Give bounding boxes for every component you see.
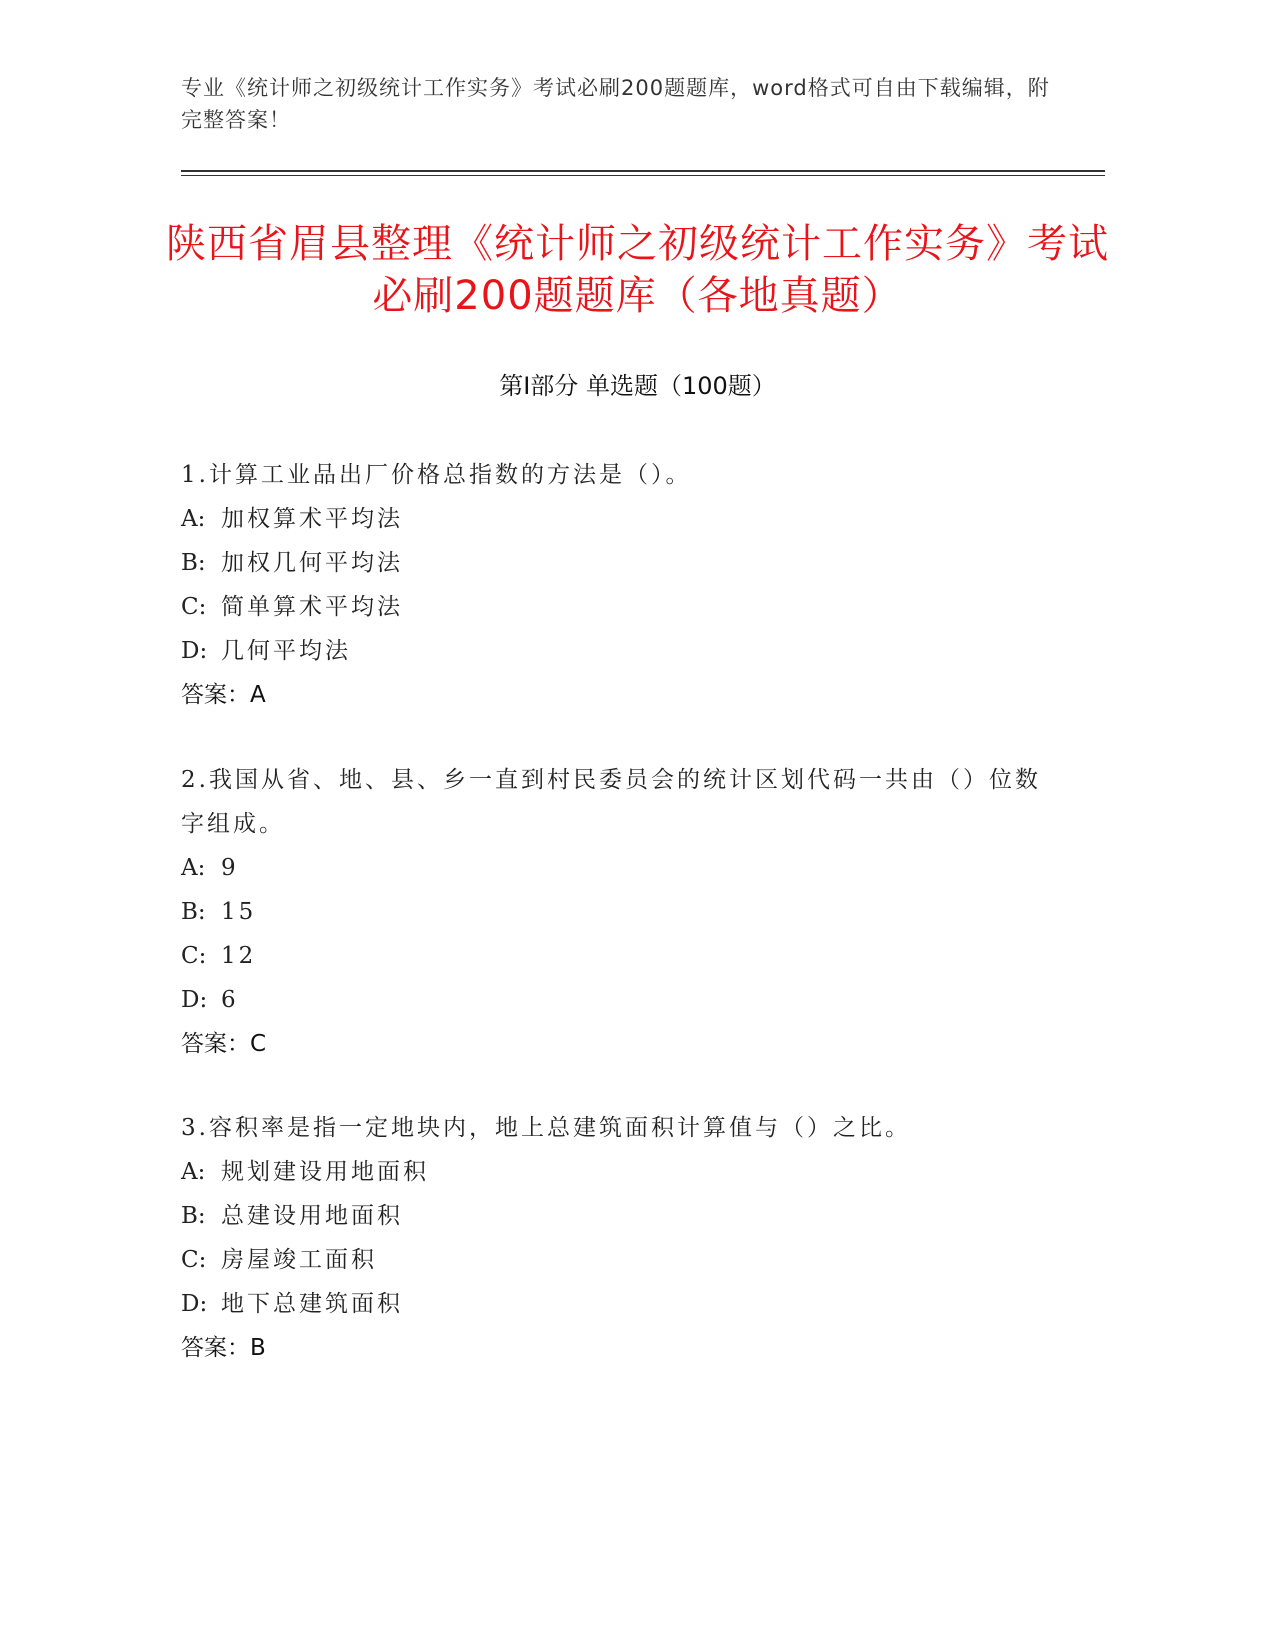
option-text: 加权算术平均法 xyxy=(221,506,403,532)
header-rule-thin xyxy=(181,175,1105,176)
question-option xyxy=(181,497,1061,541)
section-title: 第Ⅰ部分 单选题（100题） xyxy=(499,372,776,400)
header-rule-thick xyxy=(181,170,1105,172)
option-text: 15 xyxy=(221,899,257,925)
option-letter: A: xyxy=(181,1159,206,1185)
question-option xyxy=(181,541,1061,585)
option-text: 6 xyxy=(221,987,239,1013)
option-letter: D: xyxy=(181,638,208,664)
question-option xyxy=(181,585,1061,629)
question-option xyxy=(181,846,1061,890)
option-letter: C: xyxy=(181,1247,207,1273)
option-text: 9 xyxy=(221,855,239,881)
question-answer: 答案：C xyxy=(181,1031,267,1057)
document-title: 陕西省眉县整理《统计师之初级统计工作实务》考试必刷200题题库（各地真题） xyxy=(166,221,1109,319)
option-text: 加权几何平均法 xyxy=(221,550,403,576)
option-letter: A: xyxy=(181,855,206,881)
question-stem: 2.我国从省、地、县、乡一直到村民委员会的统计区划代码一共由（）位数字组成。 xyxy=(181,767,1041,837)
question-item xyxy=(181,758,1061,1066)
option-letter: C: xyxy=(181,594,207,620)
question-item xyxy=(181,1106,1061,1370)
question-answer: 答案：A xyxy=(181,682,266,708)
option-text: 总建设用地面积 xyxy=(221,1203,403,1229)
option-letter: A: xyxy=(181,506,206,532)
option-letter: B: xyxy=(181,1203,206,1229)
header-note: 专业《统计师之初级统计工作实务》考试必刷200题题库，word格式可自由下载编辑，附完整答案！ xyxy=(181,76,1050,132)
question-option xyxy=(181,1150,1061,1194)
option-letter: B: xyxy=(181,550,206,576)
question-answer: 答案：B xyxy=(181,1335,266,1361)
question-option xyxy=(181,1194,1061,1238)
option-letter: C: xyxy=(181,943,207,969)
question-stem: 1.计算工业品出厂价格总指数的方法是（）。 xyxy=(181,462,692,488)
option-text: 几何平均法 xyxy=(221,638,351,664)
option-text: 规划建设用地面积 xyxy=(221,1159,429,1185)
option-text: 地下总建筑面积 xyxy=(221,1291,403,1317)
question-item xyxy=(181,453,1061,717)
option-text: 简单算术平均法 xyxy=(221,594,403,620)
option-text: 房屋竣工面积 xyxy=(221,1247,377,1273)
question-option xyxy=(181,629,1061,673)
question-option xyxy=(181,978,1061,1022)
question-stem: 3.容积率是指一定地块内，地上总建筑面积计算值与（）之比。 xyxy=(181,1115,911,1141)
option-text: 12 xyxy=(221,943,257,969)
question-option xyxy=(181,1282,1061,1326)
option-letter: D: xyxy=(181,1291,208,1317)
option-letter: B: xyxy=(181,899,206,925)
question-option xyxy=(181,1238,1061,1282)
question-option xyxy=(181,934,1061,978)
question-option xyxy=(181,890,1061,934)
option-letter: D: xyxy=(181,987,208,1013)
